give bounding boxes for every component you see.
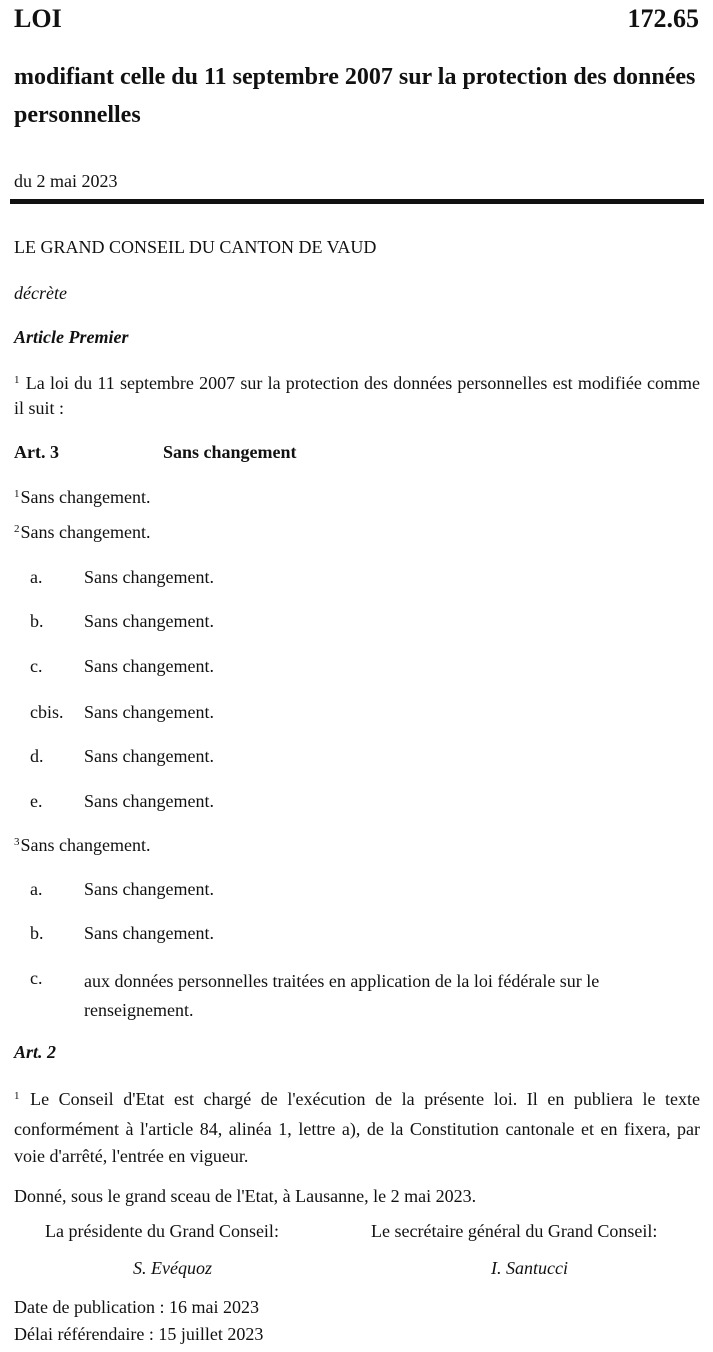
item-letter: cbis. — [30, 702, 64, 722]
item-letter: c. — [30, 656, 43, 676]
item-text: Sans changement. — [84, 791, 214, 811]
law-number: 172.65 — [627, 4, 699, 33]
law-date: du 2 mai 2023 — [14, 171, 118, 191]
item-text: aux données personnelles traitées en application de la loi fédérale sur le renseignement. — [84, 971, 600, 1020]
item-text: Sans changement. — [84, 879, 214, 899]
enacting-authority: LE GRAND CONSEIL DU CANTON DE VAUD — [14, 237, 377, 257]
art2-heading: Art. 2 — [14, 1042, 57, 1062]
item-letter: b. — [30, 611, 44, 631]
alinea-text: Sans changement. — [20, 522, 151, 542]
alinea-number: 1 — [14, 488, 20, 500]
article-premier-heading: Article Premier — [14, 327, 129, 347]
item-letter: d. — [30, 746, 44, 766]
given-statement: Donné, sous le grand sceau de l'Etat, à Lausanne, le 2 mai 2023. — [14, 1186, 477, 1206]
alinea-text: Sans changement. — [20, 487, 151, 507]
item-text: Sans changement. — [84, 567, 214, 587]
alinea-text: Sans changement. — [20, 835, 151, 855]
president-name: S. Evéquoz — [133, 1258, 212, 1278]
item-text: Sans changement. — [84, 746, 214, 766]
article-premier-paragraph — [14, 372, 700, 419]
art3-number: Art. 3 — [14, 442, 59, 462]
law-title: modifiant celle du 11 septembre 2007 sur la protection des données personnelles — [14, 64, 696, 128]
paragraph-text: La loi du 11 septembre 2007 sur la protection des données personnelles est modifiée comme il suit : — [14, 373, 701, 418]
item-letter: e. — [30, 791, 43, 811]
item-text: Sans changement. — [84, 656, 214, 676]
art3-alinea-2 — [14, 521, 150, 546]
publication-date: Date de publication : 16 mai 2023 — [14, 1297, 259, 1317]
paragraph-number: 1 — [14, 374, 20, 386]
item-text: Sans changement. — [84, 702, 214, 722]
referendum-deadline: Délai référendaire : 15 juillet 2023 — [14, 1324, 264, 1344]
item-letter: a. — [30, 879, 43, 899]
art3-alinea-3 — [14, 834, 150, 859]
item-letter: c. — [30, 968, 43, 988]
president-title: La présidente du Grand Conseil: — [45, 1221, 279, 1241]
art3-alinea-1 — [14, 486, 150, 511]
alinea-number: 2 — [14, 523, 20, 535]
item-text: Sans changement. — [84, 611, 214, 631]
secretary-title: Le secrétaire général du Grand Conseil: — [371, 1221, 658, 1241]
decree-word: décrète — [14, 283, 67, 303]
item-text: Sans changement. — [84, 923, 214, 943]
item-letter: b. — [30, 923, 44, 943]
paragraph-text: Le Conseil d'Etat est chargé de l'exécution de la présente loi. Il en publiera le texte conformément à l'article 84, alinéa 1, lettre a), de la Constitution cantonale et en fixera, par voie d'arrêté, l'entrée en vigueur. — [14, 1089, 701, 1166]
law-label: LOI — [14, 4, 62, 33]
art3-title: Sans changement — [163, 442, 297, 462]
alinea-number: 3 — [14, 836, 20, 848]
header-divider — [10, 199, 704, 204]
paragraph-number: 1 — [14, 1090, 20, 1102]
secretary-name: I. Santucci — [491, 1258, 568, 1278]
item-letter: a. — [30, 567, 43, 587]
art2-paragraph — [14, 1086, 700, 1170]
